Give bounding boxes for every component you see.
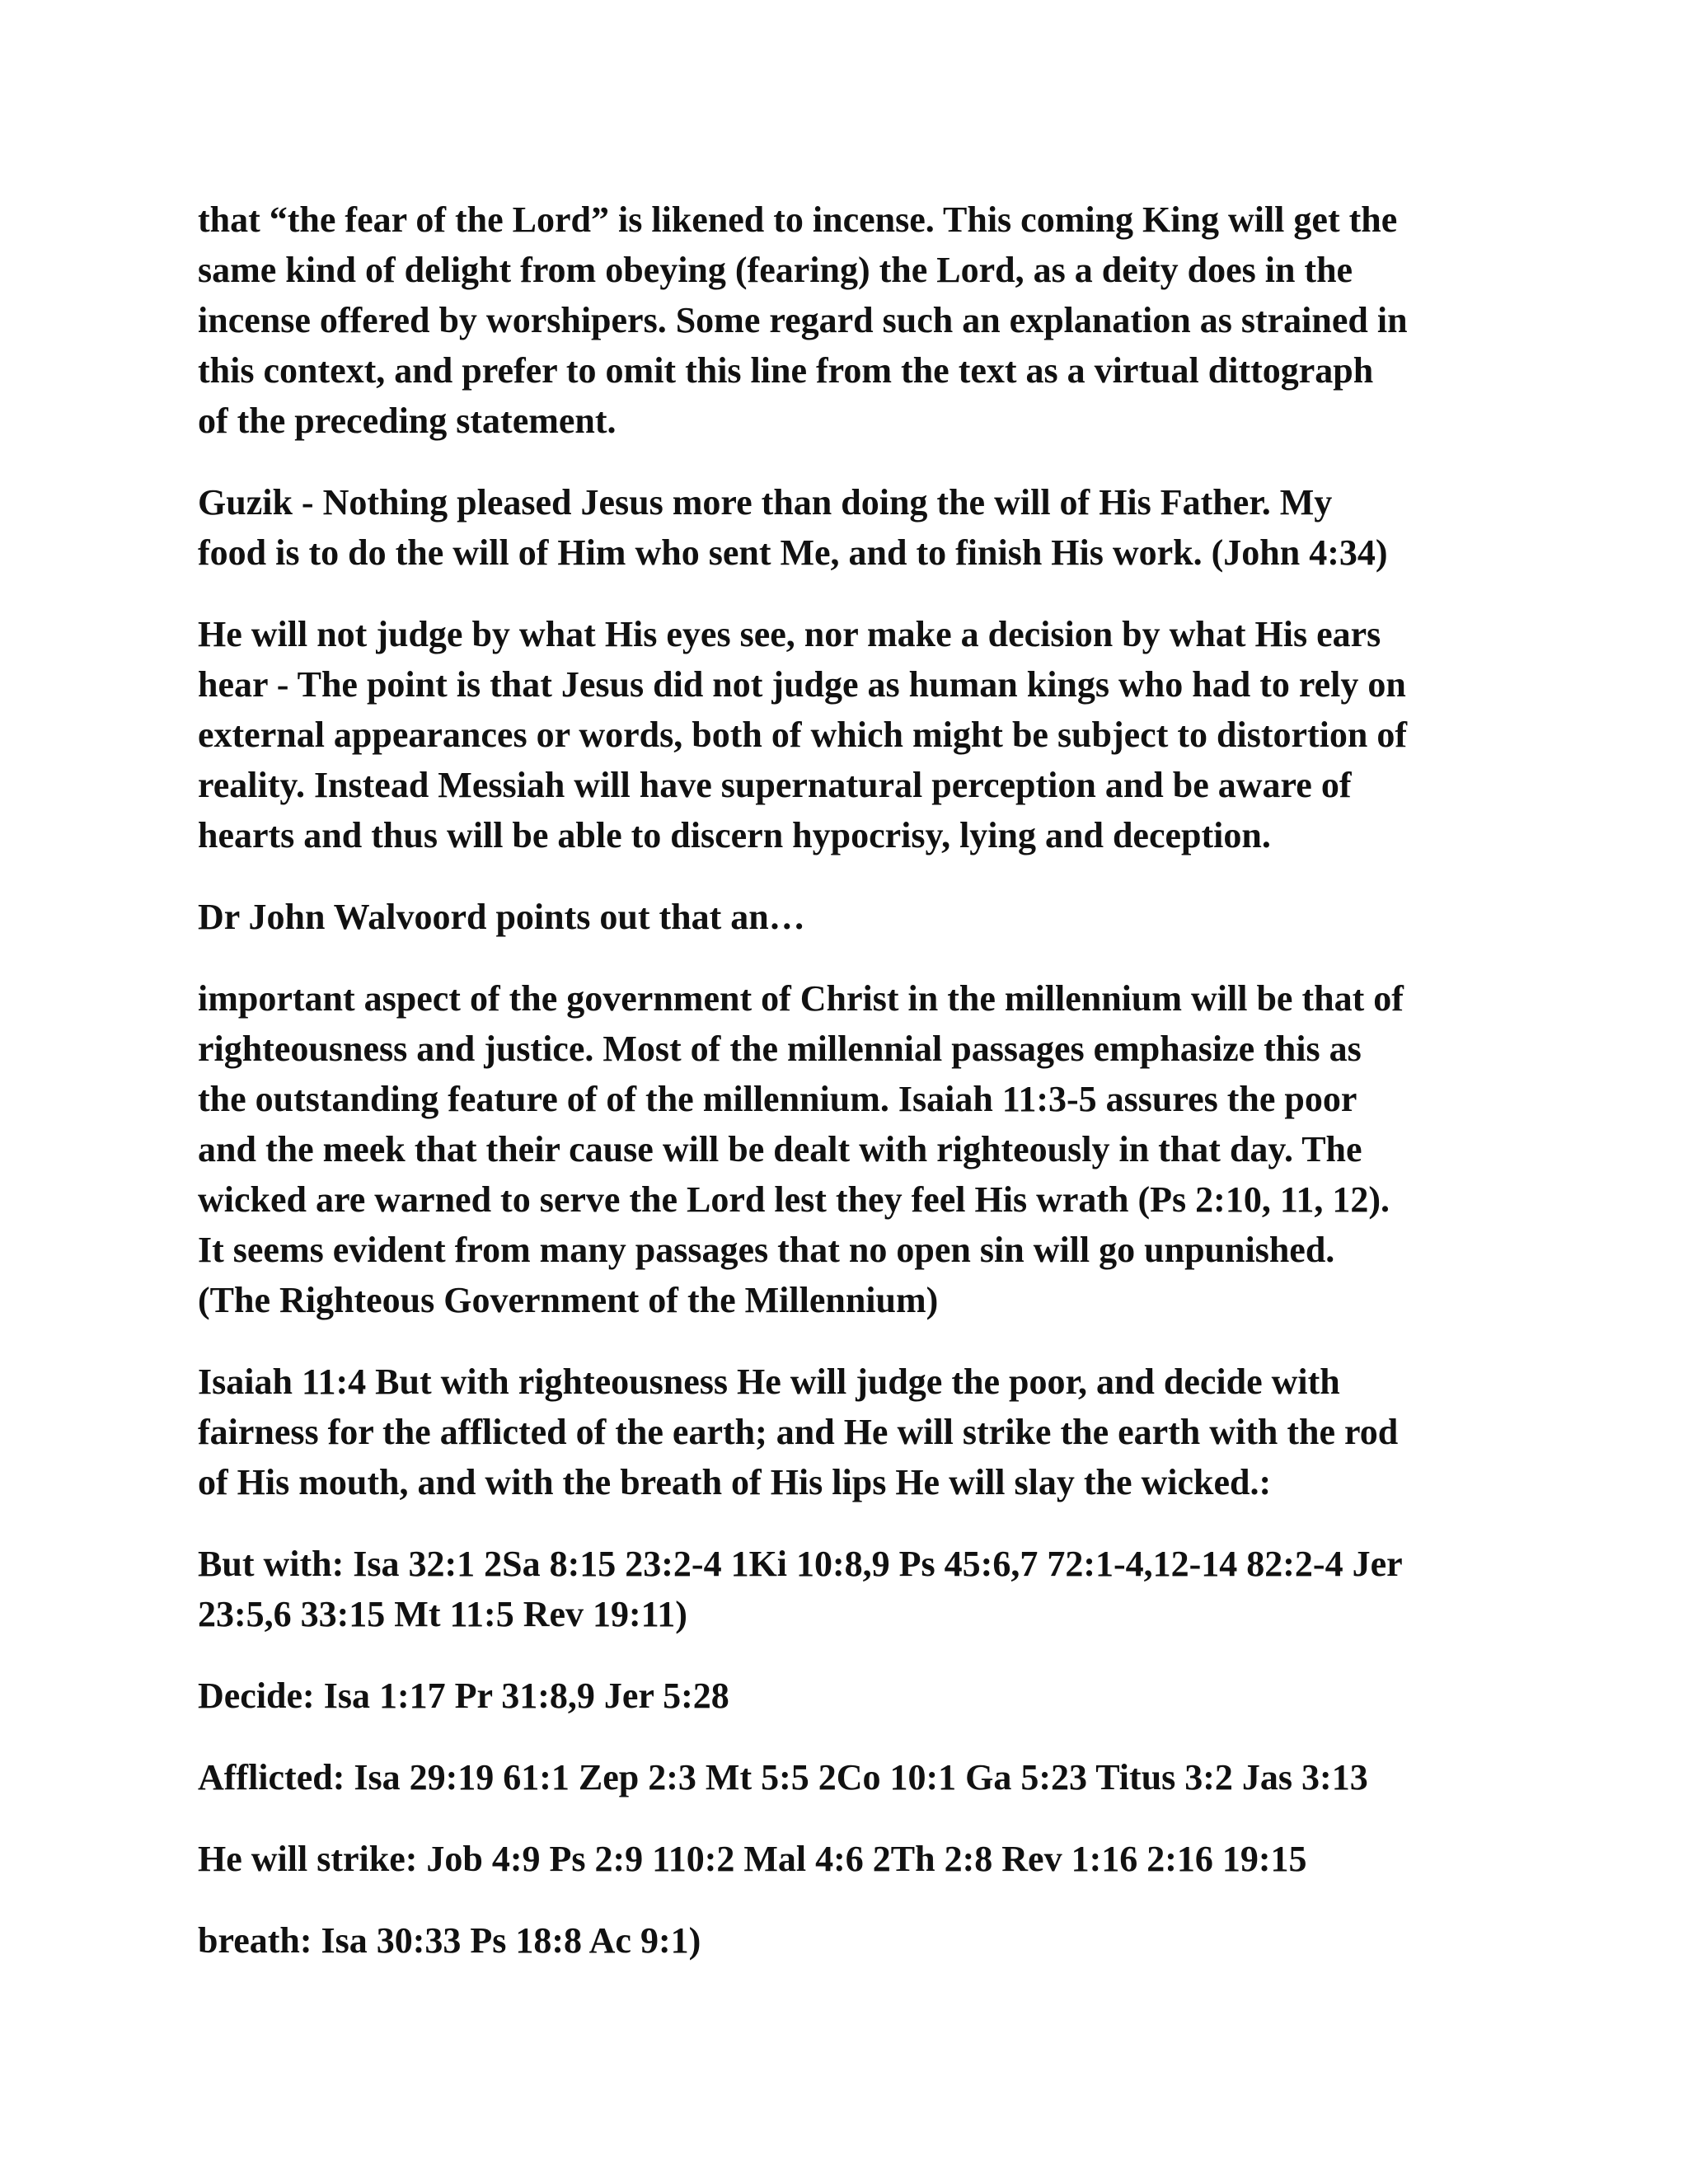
paragraph-refs-decide: Decide: Isa 1:17 Pr 31:8,9 Jer 5:28 — [198, 1675, 729, 1716]
paragraph-refs-breath: breath: Isa 30:33 Ps 18:8 Ac 9:1) — [198, 1920, 701, 1961]
paragraph-walvoord-quote: important aspect of the government of Christ in the millennium will be that of righteousness and justice. Most of the millennial passages emphasize this as the outstanding feature of of the millennium. Isaiah 11:3-5 assures the poor and the meek that their cause will be dealt with righteously in that day. The wicked are warned to serve the Lord lest they feel His wrath (Ps 2:10, 11, 12). It seems evident from many passages that no open sin will go unpunished. (The Righteous Government of the Millennium) — [198, 978, 1404, 1320]
paragraph-refs-but-with: But with: Isa 32:1 2Sa 8:15 23:2-4 1Ki 10:8,9 Ps 45:6,7 72:1-4,12-14 82:2-4 Jer 23:5,6 33:15 Mt 11:5 Rev 19:11) — [198, 1544, 1403, 1634]
paragraph-fear-of-the-lord: that “the fear of the Lord” is likened to incense. This coming King will get the same kind of delight from obeying (fearing) the Lord, as a deity does in the incense offered by worshipers. Some regard such an explanation as strained in this context, and prefer to omit this line from the text as a virtual dittograph of the preceding statement. — [198, 199, 1408, 441]
paragraph-guzik: Guzik - Nothing pleased Jesus more than doing the will of His Father. My food is to do the will of Him who sent Me, and to finish His work. (John 4:34) — [198, 482, 1388, 573]
paragraph-isaiah-11-4: Isaiah 11:4 But with righteousness He will judge the poor, and decide with fairness for the afflicted of the earth; and He will strike the earth with the rod of His mouth, and with the breath of His lips He will slay the wicked.: — [198, 1361, 1399, 1502]
paragraph-refs-afflicted: Afflicted: Isa 29:19 61:1 Zep 2:3 Mt 5:5 2Co 10:1 Ga 5:23 Titus 3:2 Jas 3:13 — [198, 1757, 1368, 1797]
paragraph-walvoord-intro: Dr John Walvoord points out that an… — [198, 897, 805, 937]
document-page — [198, 194, 1500, 1997]
paragraph-not-judge-by-eyes: He will not judge by what His eyes see, nor make a decision by what His ears hear - The point is that Jesus did not judge as human kings who had to rely on external appearances or words, both of which might be subject to distortion of reality. Instead Messiah will have supernatural perception and be aware of hearts and thus will be able to discern hypocrisy, lying and deception. — [198, 614, 1408, 855]
paragraph-refs-he-will-strike: He will strike: Job 4:9 Ps 2:9 110:2 Mal 4:6 2Th 2:8 Rev 1:16 2:16 19:15 — [198, 1839, 1307, 1879]
